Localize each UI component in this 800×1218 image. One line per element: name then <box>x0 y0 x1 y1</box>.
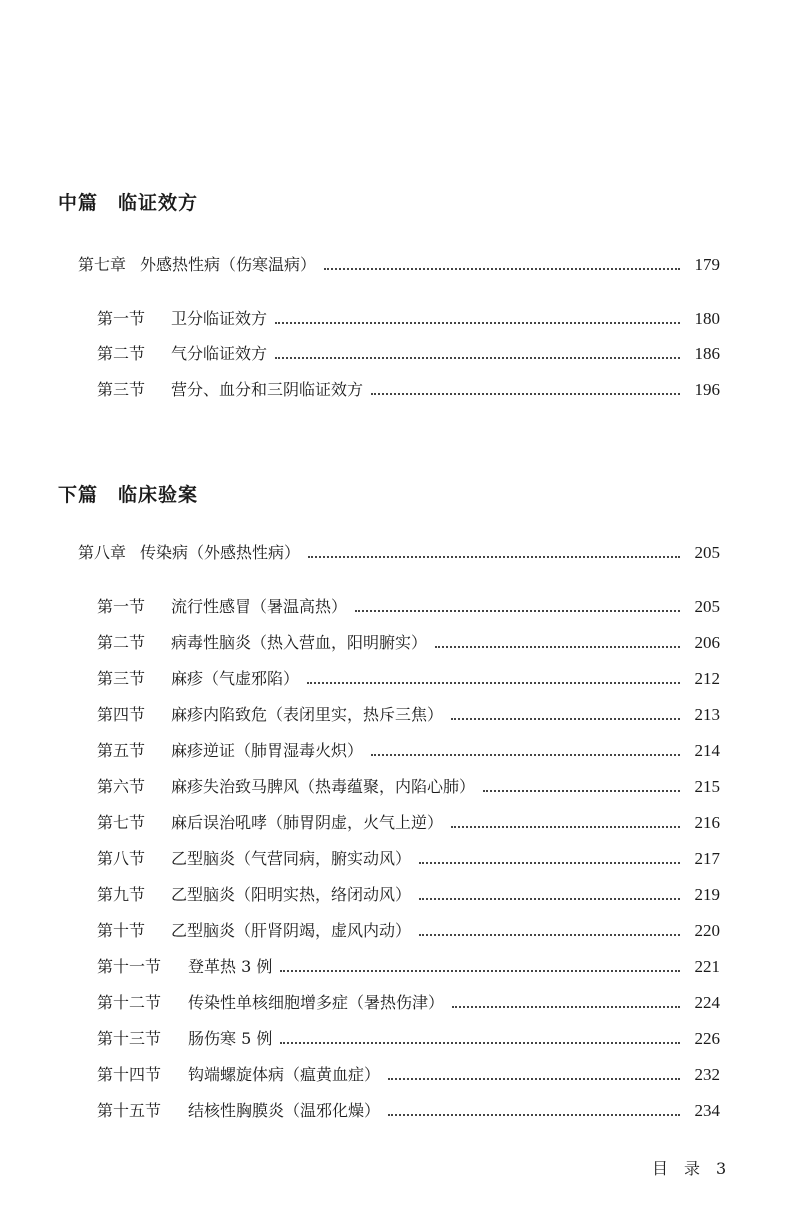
section-title: 病毒性脑炎（热入营血，阳明腑实） <box>171 633 428 652</box>
dot-leader <box>275 357 680 359</box>
section-title: 乙型脑炎（阳明实热，络闭动风） <box>171 885 412 904</box>
section-title: 卫分临证效方 <box>171 309 268 328</box>
dot-leader <box>451 718 680 720</box>
page-number: 179 <box>694 255 720 274</box>
section-title: 麻疹逆证（肺胃湿毒火炽） <box>171 741 364 760</box>
dot-leader <box>452 1006 680 1008</box>
dot-leader <box>451 826 680 828</box>
page-number: 221 <box>694 957 720 976</box>
page-number: 214 <box>694 741 720 760</box>
section-title: 肠伤寒 5 例 <box>188 1029 273 1048</box>
chapter-number: 第八章 <box>78 543 127 562</box>
page-number: 206 <box>694 633 720 652</box>
section-number: 第三节 <box>97 380 146 399</box>
page-number: 215 <box>694 777 720 796</box>
toc-section-row[interactable] <box>97 920 720 942</box>
section-number: 第十二节 <box>97 993 162 1012</box>
toc-section-row[interactable] <box>97 704 720 726</box>
dot-leader <box>388 1078 680 1080</box>
section-title: 流行性感冒（暑温高热） <box>171 597 348 616</box>
section-number: 第九节 <box>97 885 146 904</box>
toc-section-row[interactable] <box>97 1028 720 1050</box>
section-title: 乙型脑炎（肝肾阴竭，虚风内动） <box>171 921 412 940</box>
toc-section-row[interactable] <box>97 668 720 690</box>
section-number: 第十四节 <box>97 1065 162 1084</box>
toc-section-row[interactable] <box>97 992 720 1014</box>
toc-section-row[interactable] <box>97 596 720 618</box>
page-number: 186 <box>694 344 720 363</box>
section-title: 登革热 3 例 <box>188 957 273 976</box>
section-number: 第十三节 <box>97 1029 162 1048</box>
dot-leader <box>371 754 680 756</box>
toc-section-row[interactable] <box>97 740 720 762</box>
toc-section-row[interactable] <box>97 379 720 401</box>
section-title: 气分临证效方 <box>171 344 268 363</box>
toc-section-row[interactable] <box>97 956 720 978</box>
toc-section-row[interactable] <box>97 848 720 870</box>
part-heading: 中篇 临证效方 <box>58 192 199 214</box>
section-number: 第十一节 <box>97 957 162 976</box>
section-number: 第二节 <box>97 344 146 363</box>
toc-section-row[interactable] <box>97 1100 720 1122</box>
section-number: 第五节 <box>97 741 146 760</box>
page-number: 226 <box>694 1029 720 1048</box>
dot-leader <box>419 862 680 864</box>
toc-chapter-row[interactable] <box>78 254 720 276</box>
toc-chapter-row[interactable] <box>78 542 720 564</box>
page-number: 205 <box>694 543 720 562</box>
section-title: 麻疹（气虚邪陷） <box>171 669 300 688</box>
section-number: 第十节 <box>97 921 146 940</box>
section-title: 营分、血分和三阴临证效方 <box>171 380 364 399</box>
section-title: 钩端螺旋体病（瘟黄血症） <box>188 1065 381 1084</box>
dot-leader <box>280 1042 680 1044</box>
dot-leader <box>371 393 680 395</box>
toc-section-row[interactable] <box>97 1064 720 1086</box>
dot-leader <box>419 934 680 936</box>
dot-leader <box>355 610 680 612</box>
dot-leader <box>324 268 680 270</box>
section-title: 麻后误治吼哮（肺胃阴虚，火气上逆） <box>171 813 444 832</box>
section-number: 第三节 <box>97 669 146 688</box>
page-number: 224 <box>694 993 720 1012</box>
page-number: 196 <box>694 380 720 399</box>
dot-leader <box>435 646 680 648</box>
toc-section-row[interactable] <box>97 308 720 330</box>
page-number: 180 <box>694 309 720 328</box>
section-title: 结核性胸膜炎（温邪化燥） <box>188 1101 381 1120</box>
dot-leader <box>483 790 680 792</box>
section-number: 第七节 <box>97 813 146 832</box>
toc-section-row[interactable] <box>97 776 720 798</box>
chapter-title: 传染病（外感热性病） <box>140 543 301 562</box>
page-number: 234 <box>694 1101 720 1120</box>
section-number: 第八节 <box>97 849 146 868</box>
toc-section-row[interactable] <box>97 343 720 365</box>
toc-section-row[interactable] <box>97 632 720 654</box>
dot-leader <box>275 322 680 324</box>
section-number: 第十五节 <box>97 1101 162 1120</box>
section-number: 第六节 <box>97 777 146 796</box>
running-footer: 目 录 3 <box>652 1159 727 1178</box>
dot-leader <box>307 682 680 684</box>
section-title: 麻疹内陷致危（表闭里实，热斥三焦） <box>171 705 444 724</box>
dot-leader <box>308 556 680 558</box>
page-number: 212 <box>694 669 720 688</box>
section-number: 第一节 <box>97 597 146 616</box>
page-number: 216 <box>694 813 720 832</box>
section-title: 乙型脑炎（气营同病，腑实动风） <box>171 849 412 868</box>
chapter-number: 第七章 <box>78 255 127 274</box>
chapter-title: 外感热性病（伤寒温病） <box>140 255 317 274</box>
dot-leader <box>419 898 680 900</box>
page-number: 220 <box>694 921 720 940</box>
section-title: 传染性单核细胞增多症（暑热伤津） <box>188 993 445 1012</box>
toc-section-row[interactable] <box>97 884 720 906</box>
page-number: 213 <box>694 705 720 724</box>
section-number: 第四节 <box>97 705 146 724</box>
dot-leader <box>388 1114 680 1116</box>
section-title: 麻疹失治致马脾风（热毒蕴聚，内陷心肺） <box>171 777 476 796</box>
page-number: 219 <box>694 885 720 904</box>
page-number: 205 <box>694 597 720 616</box>
page-number: 232 <box>694 1065 720 1084</box>
page-number: 217 <box>694 849 720 868</box>
section-number: 第二节 <box>97 633 146 652</box>
dot-leader <box>280 970 680 972</box>
toc-section-row[interactable] <box>97 812 720 834</box>
part-heading: 下篇 临床验案 <box>58 484 199 506</box>
section-number: 第一节 <box>97 309 146 328</box>
